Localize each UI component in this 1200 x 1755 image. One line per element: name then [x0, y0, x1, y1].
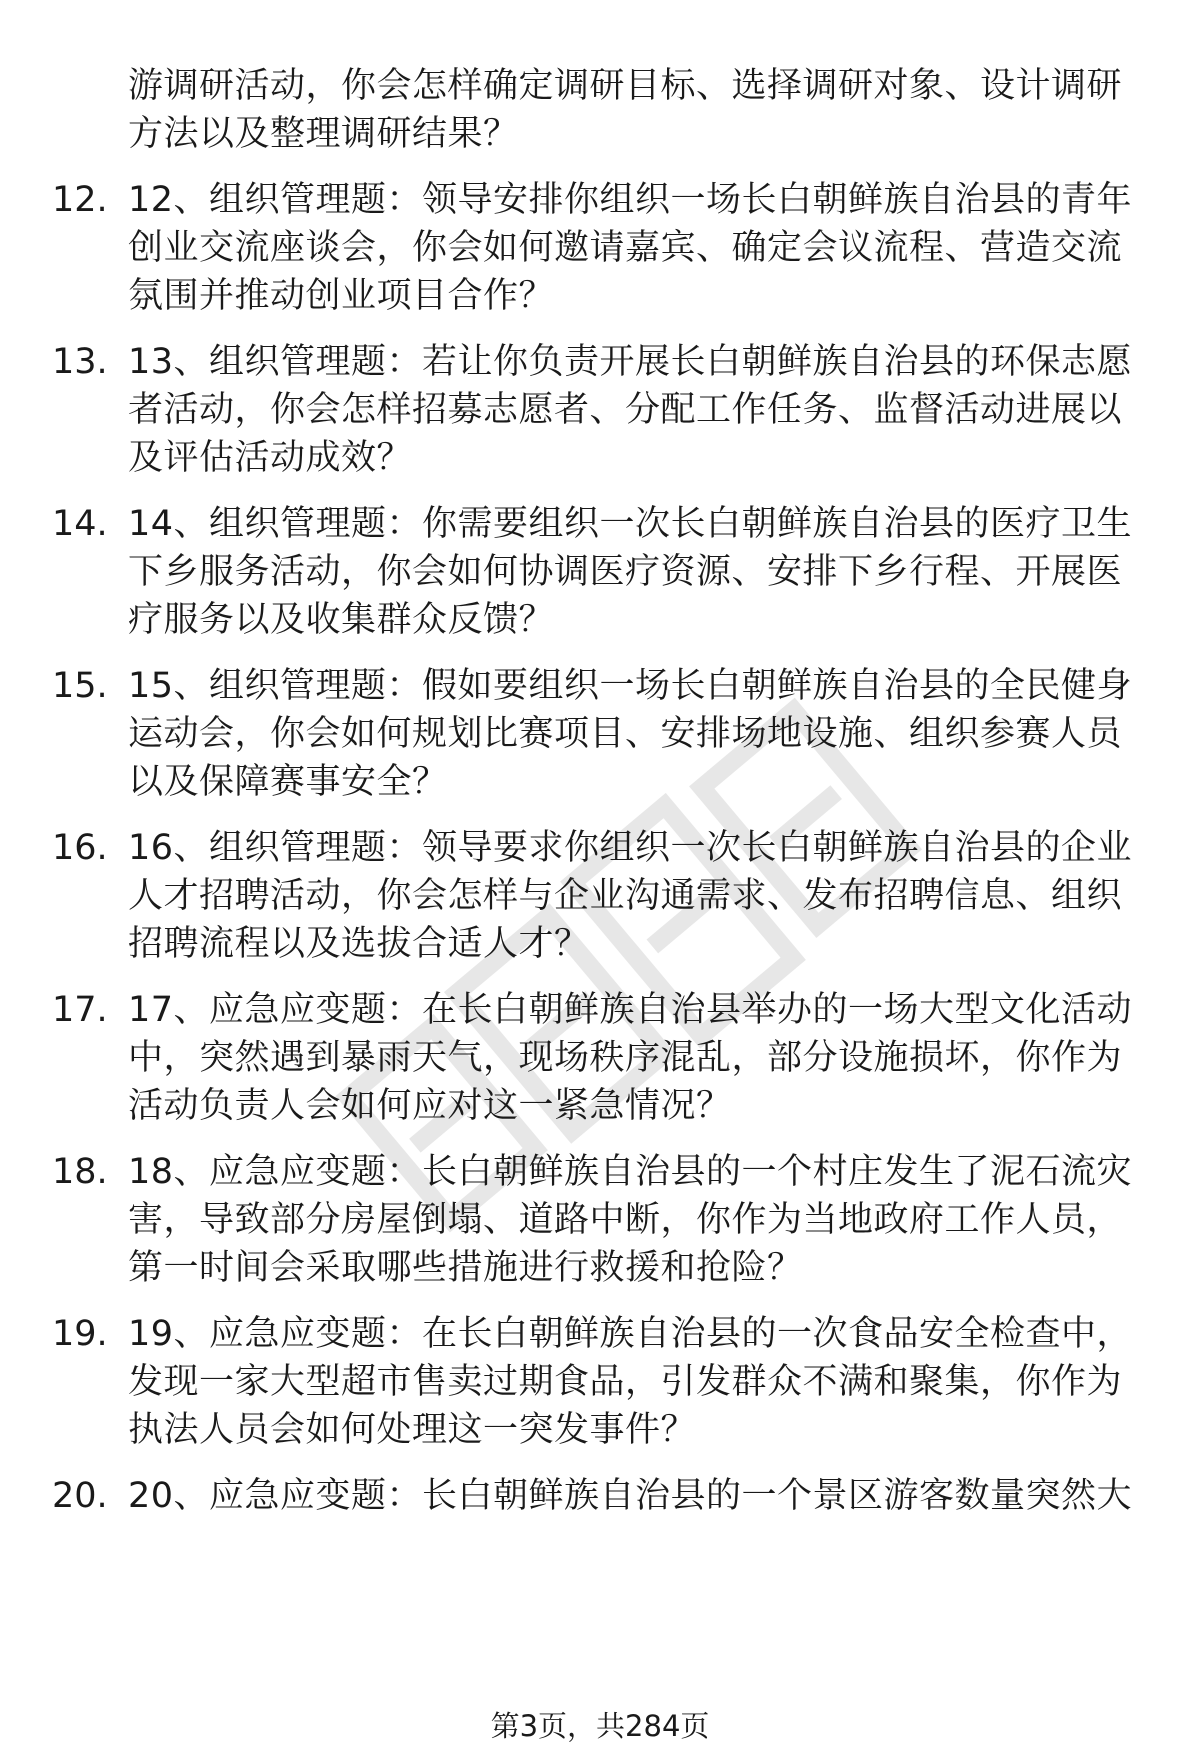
item-number: 13. [52, 342, 108, 382]
continuation-paragraph: 游调研活动，你会怎样确定调研目标、选择调研对象、设计调研方法以及整理调研结果？ [128, 66, 1123, 154]
item-text: 12、组织管理题：领导安排你组织一场长白朝鲜族自治县的青年创业交流座谈会，你会如何邀请嘉宾、确定会议流程、营造交流氛围并推动创业项目合作？ [128, 180, 1133, 316]
item-text: 17、应急应变题：在长白朝鲜族自治县举办的一场大型文化活动中，突然遇到暴雨天气，现场秩序混乱，部分设施损坏，你作为活动负责人会如何应对这一紧急情况？ [128, 990, 1133, 1126]
item-text: 19、应急应变题：在长白朝鲜族自治县的一次食品安全检查中，发现一家大型超市售卖过期食品，引发群众不满和聚集，你作为执法人员会如何处理这一突发事件？ [128, 1314, 1133, 1450]
item-text: 16、组织管理题：领导要求你组织一次长白朝鲜族自治县的企业人才招聘活动，你会怎样与企业沟通需求、发布招聘信息、组织招聘流程以及选拔合适人才？ [128, 828, 1133, 964]
item-text: 13、组织管理题：若让你负责开展长白朝鲜族自治县的环保志愿者活动，你会怎样招募志愿者、分配工作任务、监督活动进展以及评估活动成效？ [128, 342, 1133, 478]
page-footer: 第3页，共284页 [490, 1709, 710, 1743]
item-number: 12. [52, 180, 108, 220]
item-text: 14、组织管理题：你需要组织一次长白朝鲜族自治县的医疗卫生下乡服务活动，你会如何协调医疗资源、安排下乡行程、开展医疗服务以及收集群众反馈？ [128, 504, 1133, 640]
item-number: 20. [52, 1476, 108, 1516]
item-number: 17. [52, 990, 108, 1030]
item-text: 18、应急应变题：长白朝鲜族自治县的一个村庄发生了泥石流灾害，导致部分房屋倒塌、道路中断，你作为当地政府工作人员，第一时间会采取哪些措施进行救援和抢险？ [128, 1152, 1133, 1288]
item-number: 14. [52, 504, 108, 544]
item-text: 15、组织管理题：假如要组织一场长白朝鲜族自治县的全民健身运动会，你会如何规划比赛项目、安排场地设施、组织参赛人员以及保障赛事安全？ [128, 666, 1133, 802]
item-number: 15. [52, 666, 108, 706]
item-number: 16. [52, 828, 108, 868]
item-text: 20、应急应变题：长白朝鲜族自治县的一个景区游客数量突然大 [128, 1476, 1133, 1516]
item-number: 19. [52, 1314, 108, 1354]
item-number: 18. [52, 1152, 108, 1192]
